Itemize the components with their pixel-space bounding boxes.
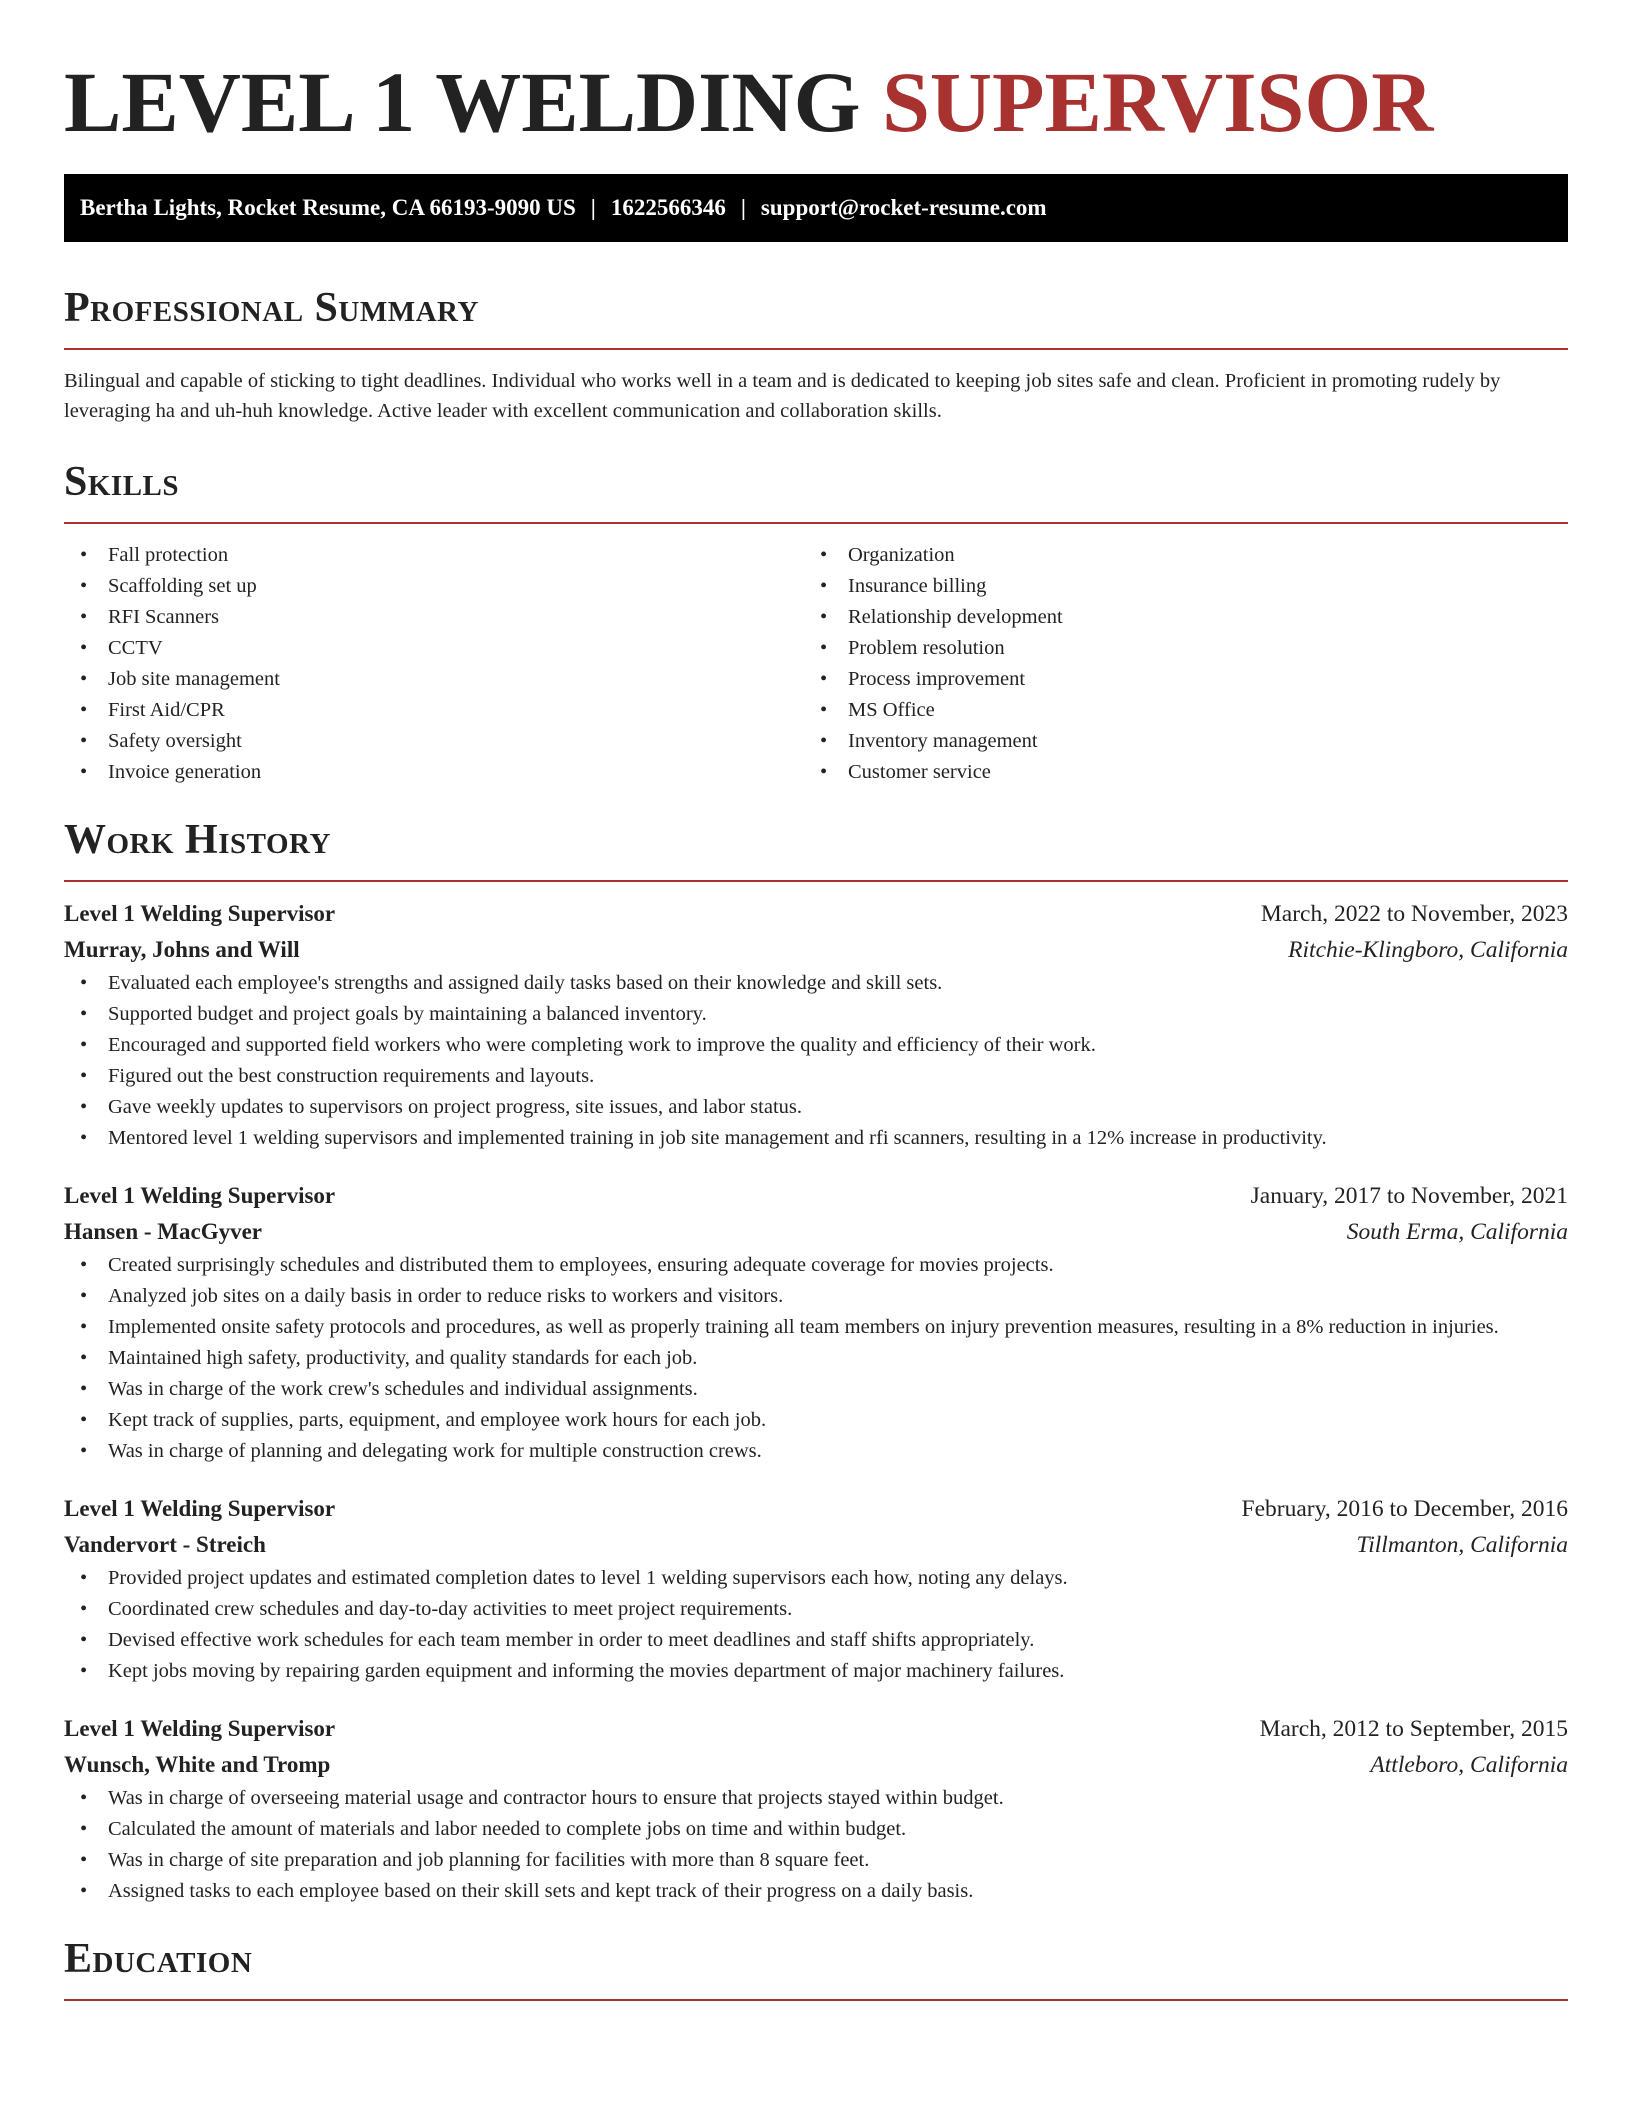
job-bullet-list xyxy=(64,1250,1568,1467)
job-company: Murray, Johns and Will xyxy=(64,937,300,962)
job-company-row xyxy=(64,1527,1568,1563)
resume-title xyxy=(64,0,1568,152)
section-divider xyxy=(64,522,1568,524)
job-bullet: • Figured out the best construction requirements and layouts. xyxy=(64,1061,1568,1092)
job-dates: February, 2016 to December, 2016 xyxy=(1241,1496,1568,1522)
contact-bar xyxy=(64,174,1568,242)
skills-list-right xyxy=(804,540,1544,788)
section-divider xyxy=(64,880,1568,882)
job-bullet: • Devised effective work schedules for each team member in order to meet deadlines and staff shifts appropriately. xyxy=(64,1625,1568,1656)
job-company: Vandervort - Streich xyxy=(64,1532,266,1557)
contact-address: Bertha Lights, Rocket Resume, CA 66193-9090 US xyxy=(80,195,576,220)
work-history-section xyxy=(64,812,1568,1907)
job-bullet: • Encouraged and supported field workers who were completing work to improve the quality and efficiency of their work. xyxy=(64,1030,1568,1061)
skill-item: • Process improvement xyxy=(804,664,1544,695)
job-entry xyxy=(64,1711,1568,1907)
job-company-row xyxy=(64,932,1568,968)
job-bullet: • Kept jobs moving by repairing garden equipment and informing the movies department of major machinery failures. xyxy=(64,1656,1568,1687)
job-bullet: • Evaluated each employee's strengths and assigned daily tasks based on their knowledge and skill sets. xyxy=(64,968,1568,999)
job-dates: January, 2017 to November, 2021 xyxy=(1250,1183,1568,1209)
skill-item: • First Aid/CPR xyxy=(64,695,804,726)
skill-item: • Organization xyxy=(804,540,1544,571)
job-location: Ritchie-Klingboro, California xyxy=(1288,937,1568,963)
contact-email[interactable]: support@rocket-resume.com xyxy=(760,195,1047,220)
skill-item: • Inventory management xyxy=(804,726,1544,757)
education-heading: Education xyxy=(64,1936,253,1982)
job-bullet-list xyxy=(64,968,1568,1154)
job-bullet-list xyxy=(64,1563,1568,1687)
job-bullet: • Was in charge of site preparation and job planning for facilities with more than 8 square feet. xyxy=(64,1845,1568,1876)
skill-item: • CCTV xyxy=(64,633,804,664)
job-header-row xyxy=(64,1711,1568,1747)
job-bullet: • Was in charge of overseeing material usage and contractor hours to ensure that projects stayed within budget. xyxy=(64,1783,1568,1814)
job-bullet: • Supported budget and project goals by maintaining a balanced inventory. xyxy=(64,999,1568,1030)
job-title: Level 1 Welding Supervisor xyxy=(64,1183,336,1208)
skills-columns xyxy=(64,540,1568,788)
work-history-heading: Work History xyxy=(64,817,331,863)
job-entry xyxy=(64,896,1568,1154)
skills-heading: Skills xyxy=(64,459,180,505)
summary-section xyxy=(64,280,1568,426)
job-company: Hansen - MacGyver xyxy=(64,1219,263,1244)
job-title: Level 1 Welding Supervisor xyxy=(64,901,336,926)
job-bullet: • Calculated the amount of materials and labor needed to complete jobs on time and within budget. xyxy=(64,1814,1568,1845)
job-entry xyxy=(64,1178,1568,1467)
skill-item: • MS Office xyxy=(804,695,1544,726)
contact-separator: | xyxy=(740,195,746,220)
job-bullet: • Implemented onsite safety protocols and procedures, as well as properly training all team members on injury prevention measures, resulting in a 8% reduction in injuries. xyxy=(64,1312,1568,1343)
skill-item: • Insurance billing xyxy=(804,571,1544,602)
job-header-row xyxy=(64,896,1568,932)
job-dates: March, 2022 to November, 2023 xyxy=(1260,901,1568,927)
job-company-row xyxy=(64,1214,1568,1250)
job-bullet: • Assigned tasks to each employee based on their skill sets and kept track of their progress on a daily basis. xyxy=(64,1876,1568,1907)
skills-section xyxy=(64,454,1568,788)
job-header-row xyxy=(64,1178,1568,1214)
skills-list-left xyxy=(64,540,804,788)
job-company-row xyxy=(64,1747,1568,1783)
title-accent: SUPERVISOR xyxy=(882,54,1434,150)
skill-item: • Scaffolding set up xyxy=(64,571,804,602)
job-bullet: • Kept track of supplies, parts, equipment, and employee work hours for each job. xyxy=(64,1405,1568,1436)
education-section xyxy=(64,1931,1568,2001)
job-dates: March, 2012 to September, 2015 xyxy=(1259,1716,1568,1742)
skill-item: • Invoice generation xyxy=(64,757,804,788)
skill-item: • Problem resolution xyxy=(804,633,1544,664)
job-location: South Erma, California xyxy=(1346,1219,1568,1245)
section-divider xyxy=(64,1999,1568,2001)
job-header-row xyxy=(64,1491,1568,1527)
job-bullet: • Gave weekly updates to supervisors on project progress, site issues, and labor status. xyxy=(64,1092,1568,1123)
job-bullet: • Was in charge of planning and delegating work for multiple construction crews. xyxy=(64,1436,1568,1467)
job-bullet: • Coordinated crew schedules and day-to-day activities to meet project requirements. xyxy=(64,1594,1568,1625)
skill-item: • Relationship development xyxy=(804,602,1544,633)
summary-text: Bilingual and capable of sticking to tight deadlines. Individual who works well in a team and is dedicated to keeping job sites safe and clean. Proficient in promoting rudely by leveraging ha and uh-huh knowledge. Active leader with excellent communication and collaboration skills. xyxy=(64,370,1501,422)
job-title: Level 1 Welding Supervisor xyxy=(64,1496,336,1521)
skill-item: • Fall protection xyxy=(64,540,804,571)
job-company: Wunsch, White and Tromp xyxy=(64,1752,331,1777)
job-title: Level 1 Welding Supervisor xyxy=(64,1716,336,1741)
job-location: Tillmanton, California xyxy=(1356,1532,1568,1558)
contact-separator: | xyxy=(590,195,596,220)
skill-item: • RFI Scanners xyxy=(64,602,804,633)
job-location: Attleboro, California xyxy=(1370,1752,1568,1778)
job-bullet: • Provided project updates and estimated completion dates to level 1 welding supervisors each how, noting any delays. xyxy=(64,1563,1568,1594)
job-bullet: • Analyzed job sites on a daily basis in order to reduce risks to workers and visitors. xyxy=(64,1281,1568,1312)
job-bullet: • Created surprisingly schedules and distributed them to employees, ensuring adequate coverage for movies projects. xyxy=(64,1250,1568,1281)
job-bullet: • Was in charge of the work crew's schedules and individual assignments. xyxy=(64,1374,1568,1405)
skill-item: • Safety oversight xyxy=(64,726,804,757)
contact-phone: 1622566346 xyxy=(610,195,726,220)
job-bullet: • Mentored level 1 welding supervisors and implemented training in job site management and rfi scanners, resulting in a 12% increase in productivity. xyxy=(64,1123,1568,1154)
skill-item: • Customer service xyxy=(804,757,1544,788)
job-entry xyxy=(64,1491,1568,1687)
summary-heading: Professional Summary xyxy=(64,285,479,331)
job-bullet-list xyxy=(64,1783,1568,1907)
title-main: LEVEL 1 WELDING xyxy=(64,54,883,150)
section-divider xyxy=(64,348,1568,350)
skill-item: • Job site management xyxy=(64,664,804,695)
job-bullet: • Maintained high safety, productivity, and quality standards for each job. xyxy=(64,1343,1568,1374)
